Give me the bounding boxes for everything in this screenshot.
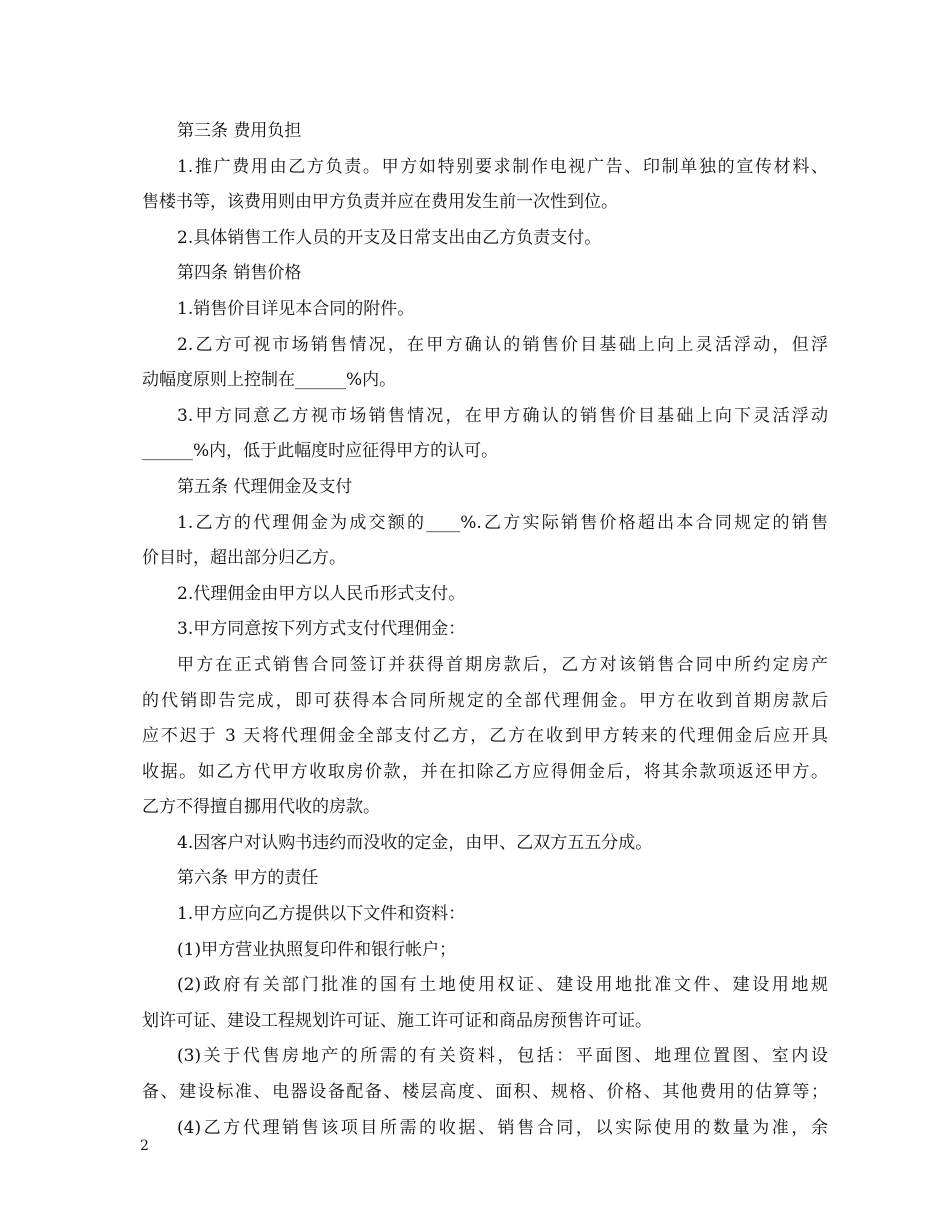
text-line: 乙方不得擅自挪用代收的房款。 [142,797,380,818]
text-line: 的代销即告完成，即可获得本合同所规定的全部代理佣金。甲方在收到首期房款后 [142,690,828,711]
text-line: 2.代理佣金由甲方以人民币形式支付。 [177,583,466,604]
article-5-heading: 第五条 代理佣金及支付 [177,476,353,497]
article-4-heading: 第四条 销售价格 [177,263,302,284]
article-6-heading: 第六条 甲方的责任 [177,868,319,889]
text-line: 划许可证、建设工程规划许可证、施工许可证和商品房预售许可证。 [142,1010,652,1031]
text-line: 应不迟于 3 天将代理佣金全部支付乙方，乙方在收到甲方转来的代理佣金后应开具 [142,726,828,747]
document-body [142,114,828,1146]
text-line: 1.推广费用由乙方负责。甲方如特别要求制作电视广告、印制单独的宣传材料、 [177,156,828,177]
text-line: (1)甲方营业执照复印件和银行帐户； [177,939,457,960]
text-line: 2.具体销售工作人员的开支及日常支出由乙方负责支付。 [177,227,602,248]
text-line: 4.因客户对认购书违约而没收的定金，由甲、乙双方五五分成。 [177,832,653,853]
text-line: 动幅度原则上控制在______%内。 [142,370,397,391]
text-line: 1.乙方的代理佣金为成交额的____%.乙方实际销售价格超出本合同规定的销售 [177,512,828,533]
text-line: 3.甲方同意乙方视市场销售情况，在甲方确认的销售价目基础上向下灵活浮动 [177,405,828,426]
text-line: 3.甲方同意按下列方式支付代理佣金： [177,619,466,640]
page-number: 2 [140,1138,149,1154]
text-line: 1.甲方应向乙方提供以下文件和资料： [177,904,466,925]
text-line: 1.销售价目详见本合同的附件。 [177,298,415,319]
text-line: (3)关于代售房地产的所需的有关资料，包括：平面图、地理位置图、室内设 [177,1046,828,1067]
article-3-heading: 第三条 费用负担 [177,121,302,141]
text-line: 2.乙方可视市场销售情况，在甲方确认的销售价目基础上向上灵活浮动，但浮 [177,334,828,355]
text-line: (2)政府有关部门批准的国有土地使用权证、建设用地批准文件、建设用地规 [177,975,828,996]
text-line: 备、建设标准、电器设备配备、楼层高度、面积、规格、价格、其他费用的估算等； [142,1082,828,1103]
text-line: 价目时，超出部分归乙方。 [142,548,346,569]
text-line: 售楼书等，该费用则由甲方负责并应在费用发生前一次性到位。 [142,192,618,213]
text-line: 收据。如乙方代甲方收取房价款，并在扣除乙方应得佣金后，将其余款项返还甲方。 [142,761,828,782]
text-line: (4)乙方代理销售该项目所需的收据、销售合同，以实际使用的数量为准，余 [177,1117,828,1138]
text-line: 甲方在正式销售合同签订并获得首期房款后，乙方对该销售合同中所约定房产 [177,654,828,675]
text-line: ______%内，低于此幅度时应征得甲方的认可。 [142,441,499,462]
